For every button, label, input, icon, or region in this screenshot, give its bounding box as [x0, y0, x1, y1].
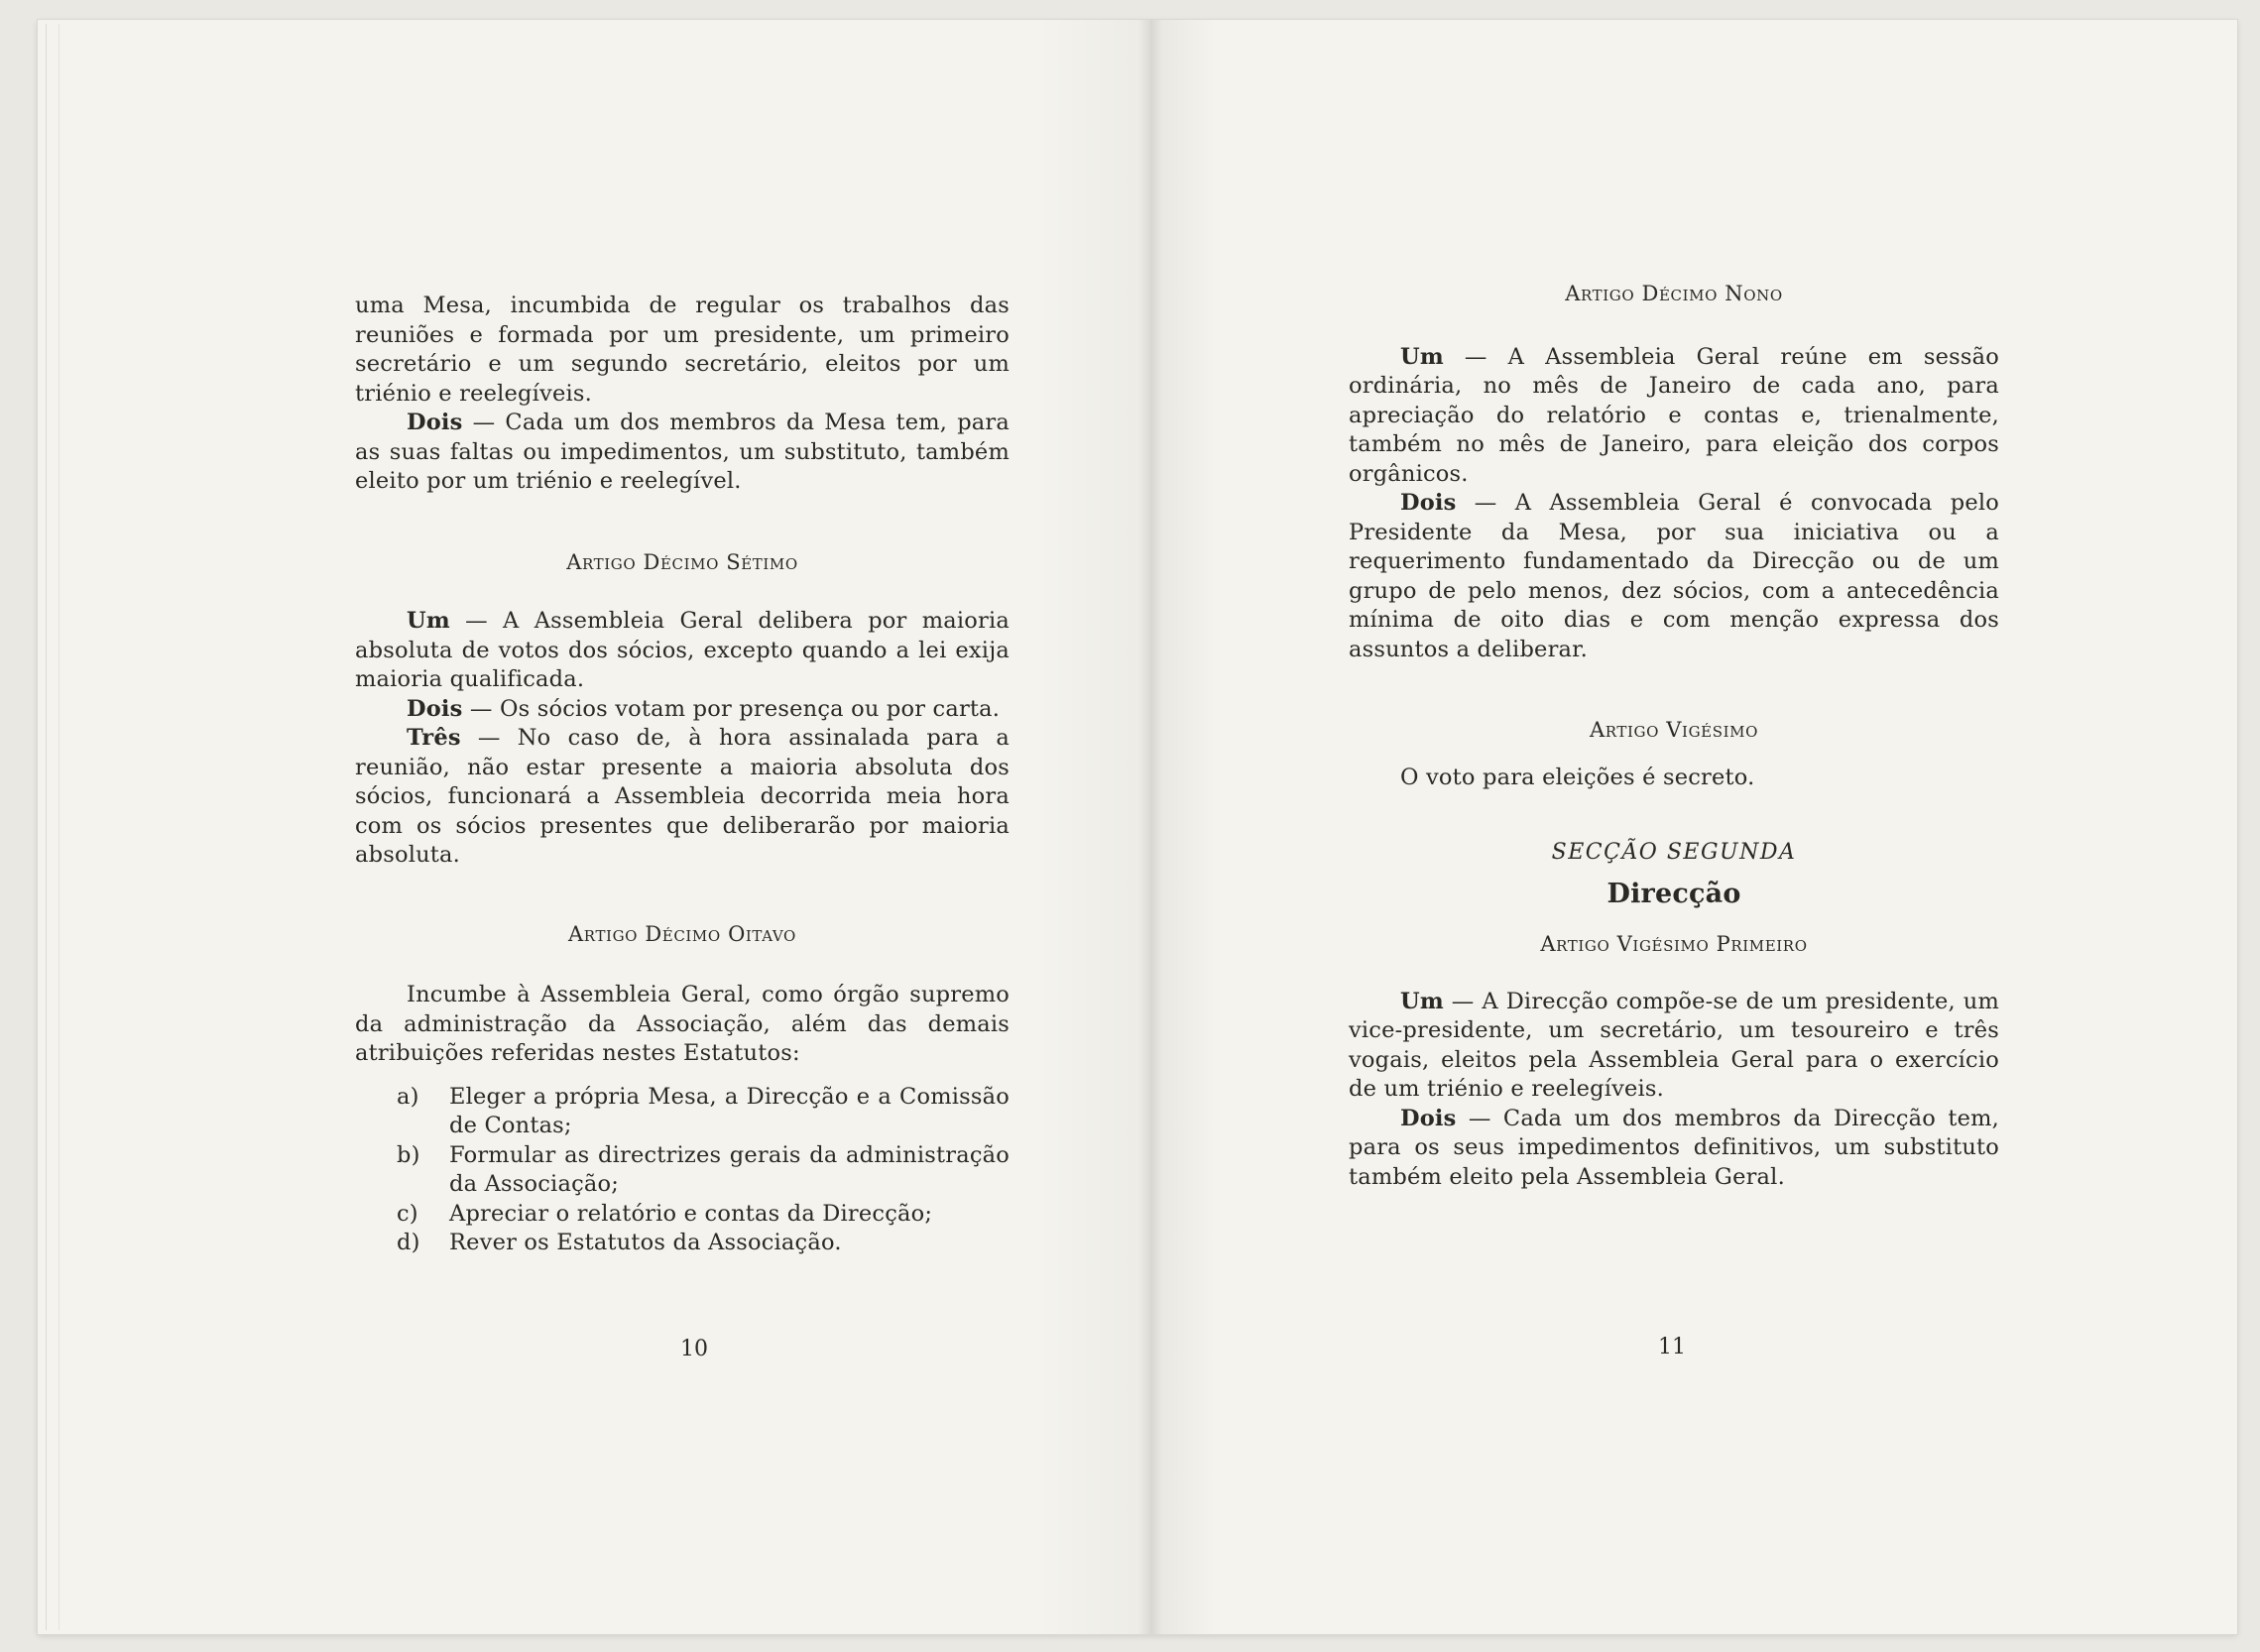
article-heading-17: [355, 548, 1010, 578]
clause-text: — A Direcção compõe-se de um presidente, um vice-presidente, um secretário, um tesoureiro e três vogais, eleitos pela Assembleia Geral para o exercício de um triénio e reelegíveis.: [1349, 988, 1999, 1102]
article-21-dois: [1349, 1105, 1999, 1193]
right-page: [1150, 20, 2237, 1634]
list-item: [355, 1083, 1010, 1141]
article-17-tres: [355, 724, 1010, 871]
clause-label: Dois: [1400, 1105, 1457, 1131]
heading-ordinal: Vigésimo: [1666, 718, 1758, 742]
heading-word: Artigo: [1590, 718, 1660, 742]
right-text-column: [1349, 280, 1999, 1192]
list-item-text: Apreciar o relatório e contas da Direcção;: [449, 1200, 933, 1227]
book-gutter: [1138, 20, 1162, 1634]
clause-label: Um: [1400, 988, 1444, 1014]
list-marker: c): [397, 1200, 418, 1227]
clause-text: — A Assembleia Geral delibera por maioria absoluta de votos dos sócios, excepto quando a lei exija maioria qualificada.: [355, 608, 1010, 692]
clause-text: — A Assembleia Geral reúne em sessão ordinária, no mês de Janeiro de cada ano, para apreciação do relatório e contas e, trienalmente, também no mês de Janeiro, para eleição dos corpos orgânicos.: [1349, 343, 1999, 487]
heading-ordinal: Décimo Oitavo: [645, 921, 796, 946]
article-heading-19: [1349, 280, 1999, 309]
book-spread: [38, 20, 2237, 1634]
list-item-text: Rever os Estatutos da Associação.: [449, 1230, 842, 1255]
heading-word: Artigo: [568, 921, 639, 946]
article-19-dois: [1349, 489, 1999, 664]
clause-label: Dois: [407, 695, 463, 722]
clause-label: Dois: [1400, 490, 1457, 516]
page-edges: [46, 24, 59, 1630]
clause-text: — Cada um dos membros da Direcção tem, para os seus impedimentos definitivos, um substituto também eleito pela Assembleia Geral.: [1349, 1105, 1999, 1190]
section-label: SECÇÃO SEGUNDA: [1551, 840, 1797, 865]
intro-paragraph: uma Mesa, incumbida de regular os trabalhos das reuniões e formada por um presidente, um primeiro secretário e um segundo secretário, eleitos por um triénio e reelegíveis.: [355, 293, 1010, 407]
clause-label: Três: [407, 725, 461, 751]
paragraph-dois: [355, 409, 1010, 497]
clause-text: — A Assembleia Geral é convocada pelo Presidente da Mesa, por sua iniciativa ou a requerimento fundamentado da Direcção ou de um grupo de pelo menos, dez sócios, com a antecedência mínima de oito dias e com menção expressa dos assuntos a deliberar.: [1349, 490, 1999, 662]
article-heading-21: [1349, 930, 1999, 960]
article-17-dois: [355, 695, 1010, 725]
heading-word: Artigo: [566, 549, 637, 574]
left-text-column: [355, 292, 1010, 1258]
section-title: Direcção: [1606, 878, 1741, 909]
list-item: [355, 1200, 1010, 1230]
article-heading-20: [1349, 716, 1999, 746]
article-heading-18: [355, 920, 1010, 950]
left-page: [38, 20, 1150, 1634]
heading-word: Artigo: [1540, 932, 1610, 956]
clause-text: — No caso de, à hora assinalada para a reunião, não estar presente a maioria absoluta dos sócios, funcionará a Assembleia decorrida meia hora com os sócios presentes que deliberarão por maioria absoluta.: [355, 725, 1010, 868]
article-18-intro: Incumbe à Assembleia Geral, como órgão supremo da administração da Associação, além das demais atribuições referidas nestes Estatutos:: [355, 982, 1010, 1066]
clause-label: Dois: [407, 410, 463, 435]
list-item-text: Formular as directrizes gerais da administração da Associação;: [449, 1141, 1010, 1197]
article-18-list: [355, 1083, 1010, 1258]
page-number-left: 10: [680, 1337, 708, 1361]
list-item: [355, 1229, 1010, 1258]
clause-text: — Os sócios votam por presença ou por carta.: [462, 695, 1001, 722]
article-19-um: [1349, 343, 1999, 490]
clause-text: — Cada um dos membros da Mesa tem, para as suas faltas ou impedimentos, um substituto, também eleito por um triénio e reelegível.: [355, 410, 1010, 494]
heading-ordinal: Décimo Sétimo: [643, 549, 798, 574]
list-marker: d): [397, 1230, 420, 1255]
heading-ordinal: Vigésimo Primeiro: [1616, 932, 1808, 956]
clause-label: Um: [407, 608, 450, 634]
list-marker: b): [397, 1141, 420, 1168]
article-20-text: O voto para eleições é secreto.: [1400, 764, 1755, 790]
page-number-right: 11: [1658, 1335, 1686, 1359]
heading-ordinal: Décimo Nono: [1641, 282, 1783, 305]
article-21-um: [1349, 988, 1999, 1105]
list-item-text: Eleger a própria Mesa, a Direcção e a Comissão de Contas;: [449, 1083, 1010, 1138]
list-item: [355, 1141, 1010, 1200]
article-17-um: [355, 607, 1010, 695]
heading-word: Artigo: [1565, 282, 1635, 305]
list-marker: a): [397, 1083, 419, 1110]
clause-label: Um: [1400, 343, 1444, 370]
